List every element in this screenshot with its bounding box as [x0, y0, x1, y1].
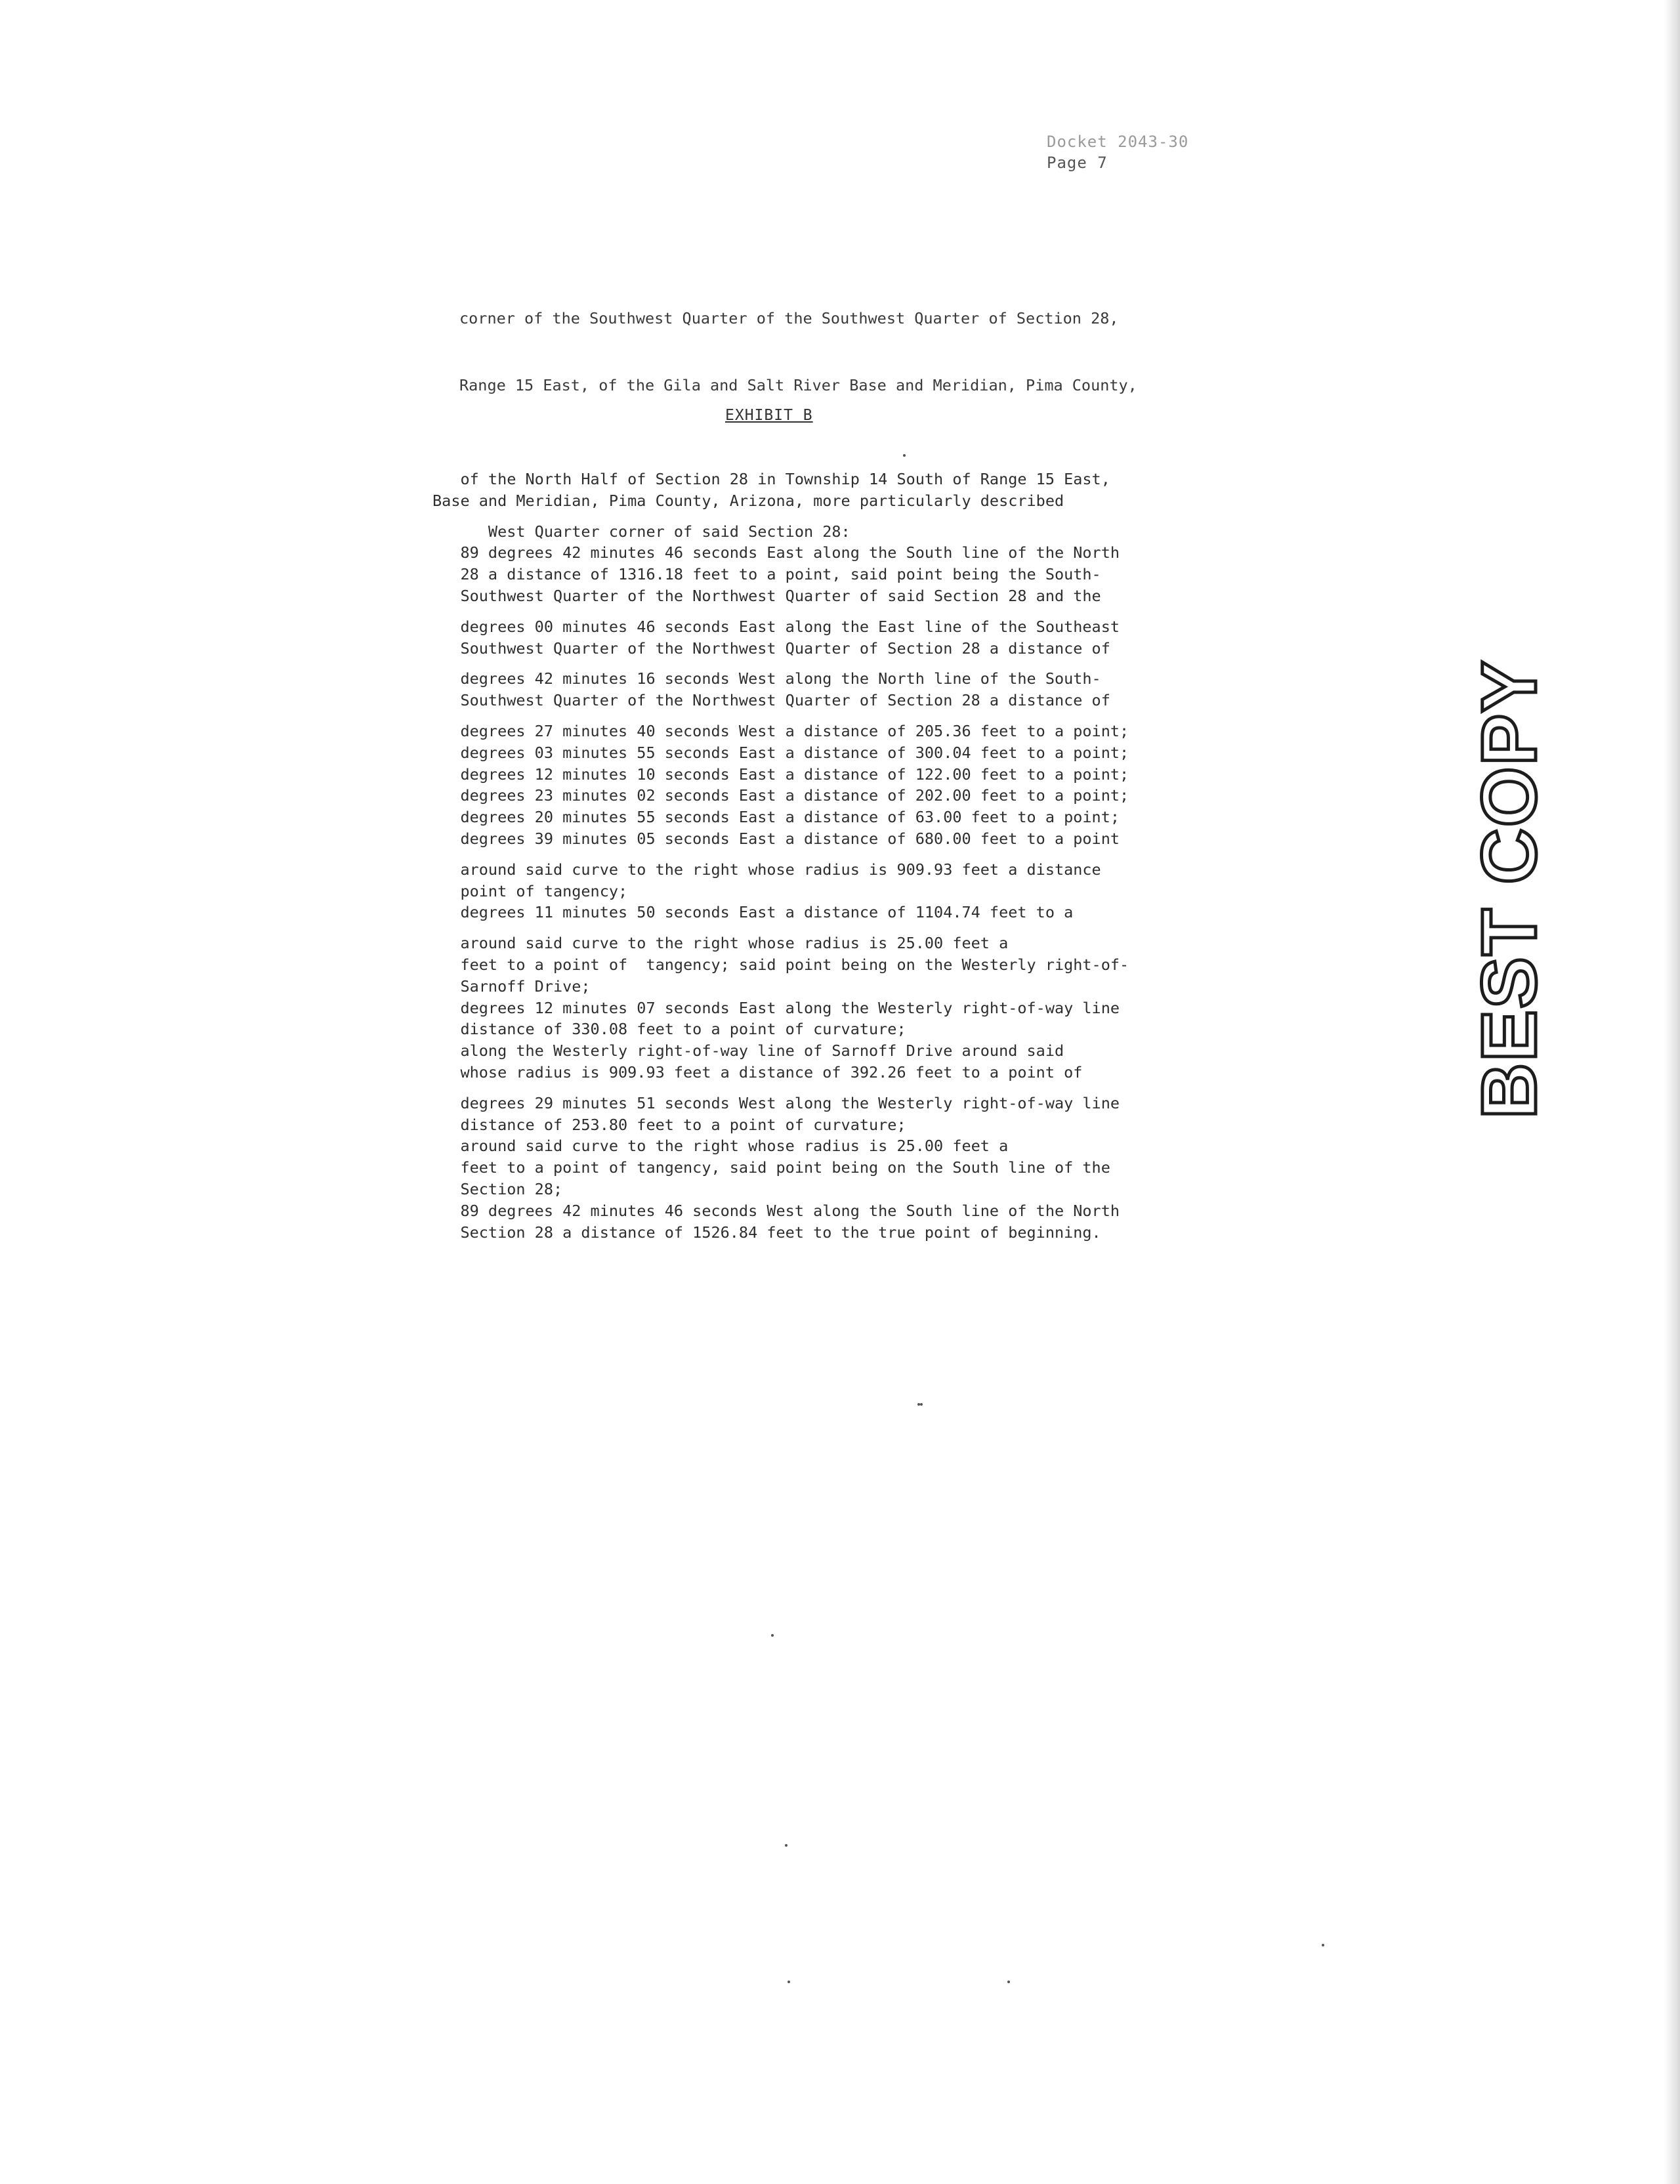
- legal-description-line: West Quarter corner of said Section 28:: [368, 522, 850, 541]
- legal-description-line: around said curve to the right whose radius is 25.00 feet a: [368, 934, 1009, 953]
- legal-description-line: degrees 27 minutes 40 seconds West a distance of 205.36 feet to a point;: [368, 721, 1129, 740]
- legal-description-line: degrees 12 minutes 10 seconds East a distance of 122.00 feet to a point;: [368, 765, 1129, 784]
- legal-description-line: Base and Meridian, Pima County, Arizona, more particularly described: [368, 491, 1064, 510]
- legal-description-line: degrees 39 minutes 05 seconds East a distance of 680.00 feet to a point: [368, 829, 1120, 848]
- legal-description-line: feet to a point of tangency; said point being on the Westerly right-of-: [368, 955, 1129, 974]
- paragraph-gap: [368, 659, 1365, 668]
- paragraph-gap: [368, 711, 1365, 721]
- legal-description-line: degrees 12 minutes 07 seconds East along the Westerly right-of-way line: [368, 998, 1120, 1017]
- best-copy-stamp: [1466, 660, 1553, 1119]
- paragraph-gap: [368, 512, 1365, 521]
- legal-description-line: degrees 29 minutes 51 seconds West along the Westerly right-of-way line: [368, 1093, 1120, 1112]
- exhibit-title: EXHIBIT B: [725, 407, 813, 424]
- scan-speck: [920, 1403, 923, 1406]
- legal-description-line: 89 degrees 42 minutes 46 seconds East along the South line of the North: [368, 543, 1120, 562]
- legal-description-line: feet to a point of tangency, said point being on the South line of the: [368, 1158, 1110, 1177]
- scan-speck: [1007, 1981, 1010, 1983]
- legal-description-line: around said curve to the right whose radius is 25.00 feet a: [368, 1137, 1009, 1156]
- paragraph-gap: [368, 607, 1365, 616]
- stamp-text: BEST COPY: [1466, 660, 1553, 1119]
- legal-description-line: Sarnoff Drive;: [368, 976, 591, 996]
- paragraph-gap: [368, 850, 1365, 859]
- legal-description-line: 28 a distance of 1316.18 feet to a point, said point being the South-: [368, 565, 1101, 584]
- legal-description-line: degrees 42 minutes 16 seconds West along the North line of the South-: [368, 669, 1101, 688]
- page-number: Page 7: [1047, 154, 1108, 172]
- legal-description-line: distance of 330.08 feet to a point of curvature;: [368, 1020, 906, 1039]
- legal-description-line: degrees 11 minutes 50 seconds East a distance of 1104.74 feet to a: [368, 903, 1074, 922]
- legal-description-line: around said curve to the right whose radius is 909.93 feet a distance: [368, 860, 1101, 879]
- legal-description-line: of the North Half of Section 28 in Township 14 South of Range 15 East,: [368, 470, 1110, 488]
- legal-description-line: degrees 23 minutes 02 seconds East a distance of 202.00 feet to a point;: [368, 786, 1129, 805]
- legal-description-line: Southwest Quarter of the Northwest Quarter of said Section 28 and the: [368, 586, 1101, 605]
- legal-description-line: Section 28;: [368, 1179, 563, 1198]
- legal-description-line: degrees 20 minutes 55 seconds East a distance of 63.00 feet to a point;: [368, 808, 1120, 827]
- paragraph-gap: [368, 1083, 1365, 1093]
- scan-speck: [785, 1844, 788, 1847]
- page-header: [1047, 131, 1188, 173]
- legal-description-line: Southwest Quarter of the Northwest Quarter of Section 28 a distance of: [368, 639, 1110, 658]
- legal-description-line: degrees 00 minutes 46 seconds East along the East line of the Southeast: [368, 617, 1120, 636]
- legal-description-line: whose radius is 909.93 feet a distance of 392.26 feet to a point of: [368, 1062, 1083, 1082]
- legal-description-line: distance of 253.80 feet to a point of curvature;: [368, 1115, 906, 1134]
- scan-edge-shadow: [1664, 0, 1680, 2184]
- scan-speck: [903, 454, 906, 457]
- intro-line-1: corner of the Southwest Quarter of the Southwest Quarter of Section 28,: [459, 309, 1119, 327]
- docket-number: Docket 2043-30: [1047, 133, 1189, 151]
- legal-description-line: Section 28 a distance of 1526.84 feet to the true point of beginning.: [368, 1223, 1101, 1242]
- legal-description: [368, 469, 1365, 1243]
- legal-description-line: Southwest Quarter of the Northwest Quarter of Section 28 a distance of: [368, 691, 1110, 710]
- legal-description-line: point of tangency;: [368, 881, 628, 900]
- intro-line-2: Range 15 East, of the Gila and Salt River Base and Meridian, Pima County,: [459, 376, 1137, 394]
- legal-description-line: degrees 03 minutes 55 seconds East a distance of 300.04 feet to a point;: [368, 743, 1129, 762]
- paragraph-gap: [368, 923, 1365, 933]
- legal-description-line: 89 degrees 42 minutes 46 seconds West along the South line of the North: [368, 1201, 1120, 1220]
- legal-description-line: along the Westerly right-of-way line of Sarnoff Drive around said: [368, 1041, 1064, 1060]
- scan-speck: [1322, 1944, 1324, 1946]
- scan-speck: [771, 1634, 774, 1637]
- scan-speck: [788, 1981, 790, 1983]
